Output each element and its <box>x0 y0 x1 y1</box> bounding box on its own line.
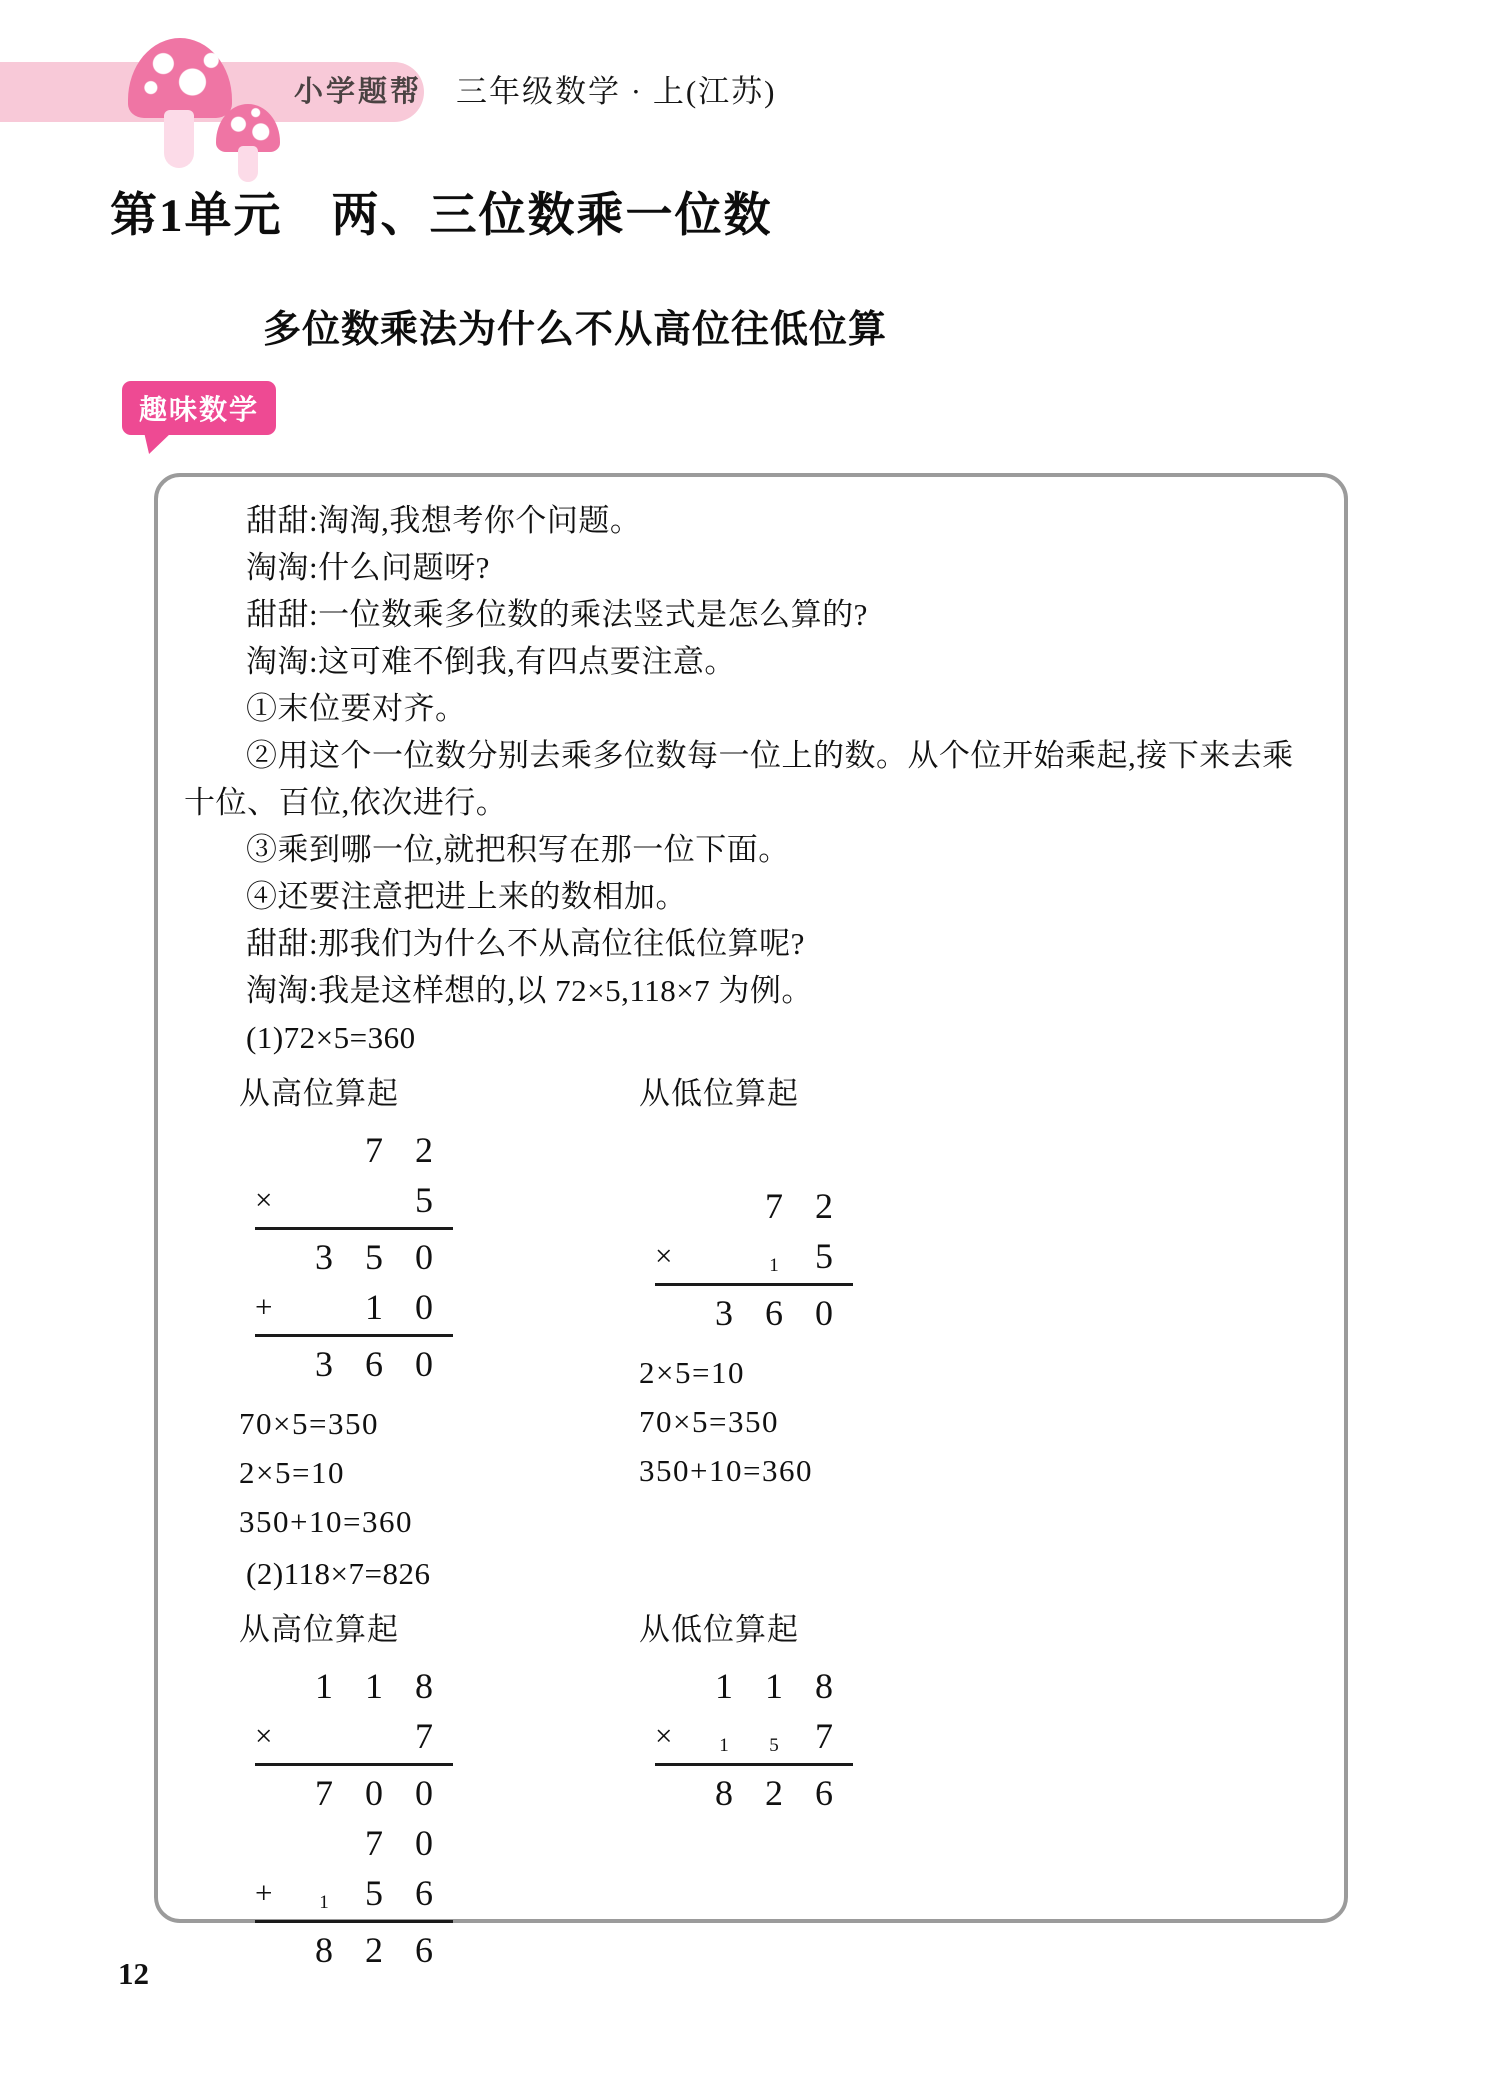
example2-high-column <box>239 1607 639 1975</box>
calc-digit: 5 <box>365 1237 383 1277</box>
calc-digit: 5 <box>815 1236 833 1276</box>
section-badge-label: 趣味数学 <box>139 394 260 425</box>
example1-heading: (1)72×5=360 <box>246 1020 416 1055</box>
calc-digit: 6 <box>365 1344 383 1384</box>
calc-row <box>255 1282 453 1332</box>
calc-digit: 0 <box>415 1344 433 1384</box>
calc-rule <box>255 1227 453 1230</box>
calc-row <box>655 1288 853 1338</box>
calc-digit: 1 <box>315 1666 333 1706</box>
calc-row <box>255 1768 453 1818</box>
calc-digit: 7 <box>365 1130 383 1170</box>
column-header-low: 从低位算起 <box>639 1076 799 1111</box>
vertical-calc-72x5-low <box>655 1181 853 1338</box>
calc-digit: 2 <box>765 1773 783 1813</box>
example2-low-column <box>639 1607 1019 1818</box>
vertical-calc-72x5-high <box>255 1125 453 1389</box>
calc-digit: 3 <box>315 1237 333 1277</box>
badge-tail <box>144 432 172 454</box>
carry-digit: 1 <box>769 1255 779 1276</box>
equation: 2×5=10 <box>239 1455 345 1490</box>
calc-row <box>255 1818 453 1868</box>
calc-row <box>255 1125 453 1175</box>
carry-digit: 5 <box>769 1735 779 1756</box>
example1 <box>184 1071 1316 1546</box>
calc-rule <box>255 1334 453 1337</box>
calc-digit: 0 <box>415 1773 433 1813</box>
calc-row <box>255 1711 453 1761</box>
dialogue-line: ④还要注意把进上来的数相加。 <box>246 879 687 914</box>
mushroom-cap <box>216 104 280 152</box>
calc-digit: 0 <box>365 1773 383 1813</box>
equation: 350+10=360 <box>239 1504 413 1539</box>
equation-list <box>239 1399 639 1546</box>
equation: 2×5=10 <box>639 1355 745 1390</box>
calc-digit: 2 <box>365 1930 383 1970</box>
carry-digit: 1 <box>319 1892 329 1913</box>
calc-row <box>255 1868 453 1918</box>
equation: 70×5=350 <box>239 1406 379 1441</box>
vertical-calc-118x7-high <box>255 1661 453 1975</box>
calc-rule <box>255 1763 453 1766</box>
calc-digit: 5 <box>415 1180 433 1220</box>
content-box <box>154 473 1348 1970</box>
column-header-low: 从低位算起 <box>639 1612 799 1647</box>
calc-digit: 6 <box>765 1293 783 1333</box>
calc-digit: 2 <box>415 1130 433 1170</box>
dialogue-line: 甜甜:那我们为什么不从高位往低位算呢? <box>246 926 805 961</box>
calc-digit: 0 <box>415 1237 433 1277</box>
calc-operator: × <box>255 1718 273 1753</box>
calc-row <box>655 1661 853 1711</box>
dialogue-line: 淘淘:我是这样想的,以 72×5,118×7 为例。 <box>246 973 813 1008</box>
calc-digit: 7 <box>415 1716 433 1756</box>
calc-digit: 8 <box>715 1773 733 1813</box>
dialogue-line: 淘淘:这可难不倒我,有四点要注意。 <box>246 644 736 679</box>
calc-operator: × <box>655 1718 673 1753</box>
column-header-high: 从高位算起 <box>239 1612 399 1647</box>
calc-row <box>255 1175 453 1225</box>
calc-rule <box>255 1920 453 1923</box>
calc-digit: 7 <box>365 1823 383 1863</box>
dialogue-line: ②用这个一位数分别去乘多位数每一位上的数。从个位开始乘起,接下来去乘十位、百位,依次进行。 <box>184 738 1294 820</box>
calc-row <box>255 1339 453 1389</box>
calc-digit: 3 <box>715 1293 733 1333</box>
example1-low-column <box>639 1071 1019 1495</box>
dialogue-line: ③乘到哪一位,就把积写在那一位下面。 <box>246 832 790 867</box>
example1-high-column <box>239 1071 639 1546</box>
calc-digit: 6 <box>415 1930 433 1970</box>
calc-digit: 6 <box>415 1873 433 1913</box>
equation: 70×5=350 <box>639 1404 779 1439</box>
dialogue-line: 甜甜:淘淘,我想考你个问题。 <box>246 503 642 538</box>
calc-row <box>655 1711 853 1761</box>
lesson-title: 多位数乘法为什么不从高位往低位算 <box>263 309 888 351</box>
carry-digit: 1 <box>719 1735 729 1756</box>
dialogue-line: 甜甜:一位数乘多位数的乘法竖式是怎么算的? <box>246 597 868 632</box>
calc-operator: × <box>255 1182 273 1217</box>
calc-row <box>655 1181 853 1231</box>
calc-digit: 8 <box>415 1666 433 1706</box>
dialogue-line: ①末位要对齐。 <box>246 691 467 726</box>
page-number: 12 <box>118 1956 149 1991</box>
calc-operator: + <box>255 1289 273 1324</box>
example2 <box>184 1607 1316 1975</box>
calc-operator: × <box>655 1238 673 1273</box>
calc-row <box>255 1925 453 1975</box>
equation: 350+10=360 <box>639 1453 813 1488</box>
calc-digit: 0 <box>415 1823 433 1863</box>
mushroom-stem <box>164 110 194 168</box>
calc-digit: 1 <box>765 1666 783 1706</box>
section-badge <box>122 381 276 435</box>
calc-operator: + <box>255 1875 273 1910</box>
calc-rule <box>655 1283 853 1286</box>
column-header-high: 从高位算起 <box>239 1076 399 1111</box>
vertical-calc-118x7-low <box>655 1661 853 1818</box>
calc-digit: 7 <box>815 1716 833 1756</box>
book-edition: 三年级数学 · 上(江苏) <box>456 74 777 109</box>
calc-digit: 2 <box>815 1186 833 1226</box>
header-banner <box>0 62 424 122</box>
calc-row <box>655 1768 853 1818</box>
example2-heading: (2)118×7=826 <box>246 1556 431 1591</box>
calc-row <box>255 1661 453 1711</box>
calc-row <box>255 1232 453 1282</box>
calc-digit: 6 <box>815 1773 833 1813</box>
calc-digit: 7 <box>315 1773 333 1813</box>
calc-rule <box>655 1763 853 1766</box>
calc-digit: 1 <box>365 1287 383 1327</box>
dialogue-line: 淘淘:什么问题呀? <box>246 550 490 585</box>
calc-digit: 8 <box>815 1666 833 1706</box>
calc-digit: 3 <box>315 1344 333 1384</box>
brand-title: 小学题帮 <box>294 76 423 108</box>
calc-digit: 5 <box>365 1873 383 1913</box>
mushroom-stem <box>238 146 258 182</box>
calc-digit: 1 <box>365 1666 383 1706</box>
mushroom-small-icon <box>216 104 280 182</box>
calc-digit: 0 <box>815 1293 833 1333</box>
calc-digit: 7 <box>765 1186 783 1226</box>
unit-title: 第1单元 两、三位数乘一位数 <box>110 190 773 242</box>
calc-digit: 8 <box>315 1930 333 1970</box>
calc-digit: 1 <box>715 1666 733 1706</box>
equation-list <box>639 1348 1019 1495</box>
calc-digit: 0 <box>415 1287 433 1327</box>
calc-row <box>655 1231 853 1281</box>
